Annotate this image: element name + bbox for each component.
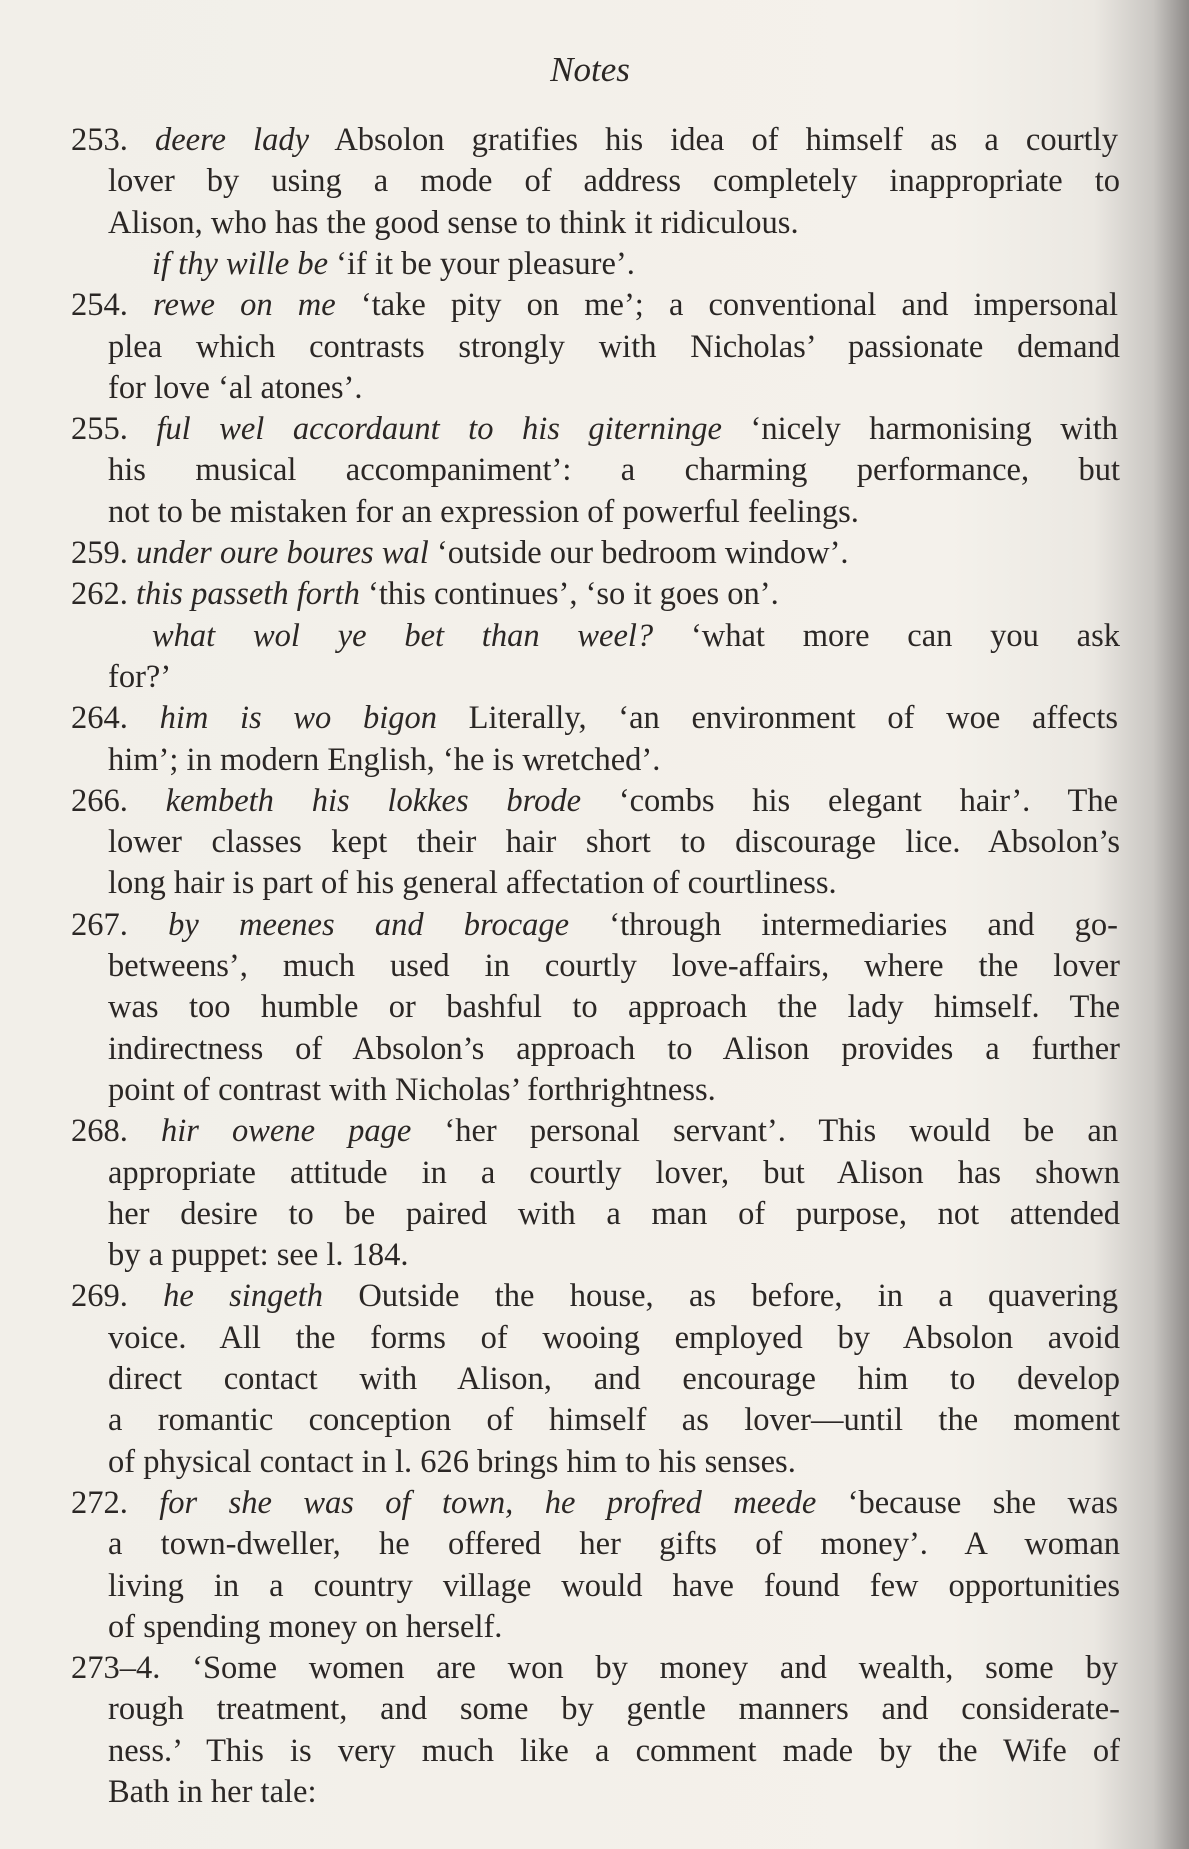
gloss-text: not to be mistaken for an expression of powerful feelings. [108, 493, 859, 530]
note-line-start [71, 905, 1118, 946]
note-line-start [71, 1276, 1118, 1317]
line-number: 267. [71, 906, 169, 943]
note-line-start [71, 574, 1118, 615]
gloss-text: him’; in modern English, ‘he is wretched’. [108, 741, 661, 778]
note-line [108, 1318, 1120, 1359]
note-line [108, 946, 1120, 987]
line-number: 269. [71, 1278, 164, 1315]
lemma: under oure boures wal [136, 535, 429, 571]
line-number: 262. [71, 576, 136, 613]
gloss-text: of spending money on herself. [108, 1608, 503, 1645]
gloss-text: ‘nicely harmonising with [721, 411, 1119, 448]
note-line-start [71, 1648, 1118, 1689]
note-line-start [71, 698, 1118, 739]
note-line [108, 1442, 1120, 1483]
note-line [108, 1153, 1120, 1194]
line-number: 253. [71, 122, 155, 158]
gloss-text: ‘combs his elegant hair’. The [581, 782, 1118, 819]
lemma: by meenes and brocage [168, 906, 570, 943]
lemma: rewe on me [153, 287, 336, 324]
note-line [108, 1070, 1120, 1111]
lemma: what wol ye bet than weel? [152, 617, 654, 654]
note-line [108, 1524, 1120, 1565]
gloss-text: ‘Some women are won by money and wealth, some by [192, 1650, 1118, 1687]
lemma: kembeth his lokkes brode [165, 782, 582, 819]
note-line [108, 1400, 1120, 1441]
gloss-text: ‘because she was [816, 1484, 1118, 1521]
gloss-text: his musical accompaniment’: a charming performance, but [108, 452, 1120, 489]
note-line [108, 492, 1120, 533]
note-line [108, 822, 1120, 863]
line-number: 264. [71, 700, 160, 737]
note-line [108, 161, 1120, 202]
gloss-text: lower classes kept their hair short to discourage lice. Absolon’s [108, 824, 1120, 861]
gloss-text: point of contrast with Nicholas’ forthrightness. [108, 1071, 716, 1108]
gloss-text: for?’ [108, 658, 172, 695]
lemma: him is wo bigon [159, 700, 437, 737]
gloss-text: direct contact with Alison, and encourage him to develop [108, 1361, 1120, 1397]
gloss-text: appropriate attitude in a courtly lover, but Alison has shown [108, 1154, 1120, 1191]
gloss-text: ‘what more can you ask [653, 617, 1120, 654]
note-line [152, 244, 1120, 285]
note-line-start [71, 781, 1118, 822]
gloss-text: indirectness of Absolon’s approach to Alison provides a further [108, 1030, 1120, 1067]
line-number: 272. [71, 1484, 160, 1521]
note-line [108, 657, 1120, 698]
gloss-text: plea which contrasts strongly with Nicholas’ passionate demand [108, 328, 1120, 365]
gloss-text: ‘this continues’, ‘so it goes on’. [359, 576, 779, 613]
gloss-text: Outside the house, as before, in a quavering [323, 1278, 1118, 1315]
lemma: for she was of town, he profred meede [159, 1484, 817, 1521]
note-line [108, 1772, 1120, 1813]
gloss-text: ness.’ This is very much like a comment made by the Wife of [108, 1732, 1120, 1769]
note-line [108, 203, 1120, 244]
note-line-start [71, 1111, 1118, 1152]
gloss-text: voice. All the forms of wooing employed by Absolon avoid [108, 1319, 1120, 1356]
gloss-text: of physical contact in l. 626 brings him to his senses. [108, 1443, 796, 1480]
gloss-text: Bath in her tale: [108, 1774, 317, 1810]
gloss-text: ‘take pity on me’; a conventional and impersonal [335, 287, 1118, 324]
note-line [108, 327, 1120, 368]
lemma: hir owene page [160, 1113, 412, 1150]
gloss-text: betweens’, much used in courtly love-affairs, where the lover [108, 948, 1120, 984]
line-number: 255. [71, 411, 157, 448]
gloss-text: for love ‘al atones’. [108, 369, 363, 406]
note-line [108, 1566, 1120, 1607]
gloss-text: ‘her personal servant’. This would be an [411, 1113, 1119, 1150]
note-line [108, 368, 1120, 409]
line-number: 254. [71, 287, 154, 324]
note-line [108, 1194, 1120, 1235]
gloss-text: was too humble or bashful to approach the lady himself. The [108, 989, 1120, 1026]
note-line-start [71, 1483, 1118, 1524]
gloss-text: living in a country village would have found few opportunities [108, 1567, 1120, 1604]
note-line-start [71, 120, 1118, 161]
lemma: deere lady [154, 122, 310, 158]
note-line [108, 740, 1120, 781]
note-line [108, 1029, 1120, 1070]
gloss-text: rough treatment, and some by gentle manners and considerate- [108, 1691, 1120, 1728]
gloss-text: a romantic conception of himself as lover—until the moment [108, 1402, 1120, 1439]
gloss-text: ‘outside our bedroom window’. [428, 535, 849, 571]
lemma: ful wel accordaunt to his giterninge [156, 411, 722, 448]
note-line [108, 1689, 1120, 1730]
note-line [108, 1359, 1120, 1400]
page-title: Notes [550, 50, 630, 89]
note-line [108, 450, 1120, 491]
lemma: if thy wille be [152, 245, 329, 282]
note-line [108, 1235, 1120, 1276]
gloss-text: her desire to be paired with a man of purpose, not attended [108, 1195, 1120, 1232]
lemma: this passeth forth [136, 576, 360, 613]
lemma: he singeth [163, 1278, 324, 1315]
note-line-start [71, 533, 1118, 574]
line-number: 273–4. [71, 1650, 193, 1687]
gloss-text: by a puppet: see l. 184. [108, 1237, 409, 1274]
gloss-text: a town-dweller, he offered her gifts of money’. A woman [108, 1526, 1120, 1563]
gloss-text: Alison, who has the good sense to think it ridiculous. [108, 204, 799, 241]
gloss-text: lover by using a mode of address completely inappropriate to [108, 163, 1120, 200]
gloss-text: ‘through intermediaries and go- [569, 906, 1118, 943]
note-line [108, 863, 1120, 904]
gloss-text: Literally, ‘an environment of woe affects [437, 700, 1118, 737]
note-line [152, 616, 1120, 657]
gloss-text: ‘if it be your pleasure’. [328, 245, 635, 282]
note-line [108, 987, 1120, 1028]
note-line [108, 1731, 1120, 1772]
line-number: 259. [71, 535, 136, 571]
line-number: 266. [71, 782, 166, 819]
note-line [108, 1607, 1120, 1648]
gloss-text: Absolon gratifies his idea of himself as a courtly [309, 122, 1118, 158]
note-line-start [71, 285, 1118, 326]
gloss-text: long hair is part of his general affectation of courtliness. [108, 865, 837, 902]
line-number: 268. [71, 1113, 161, 1150]
note-line-start [71, 409, 1118, 450]
